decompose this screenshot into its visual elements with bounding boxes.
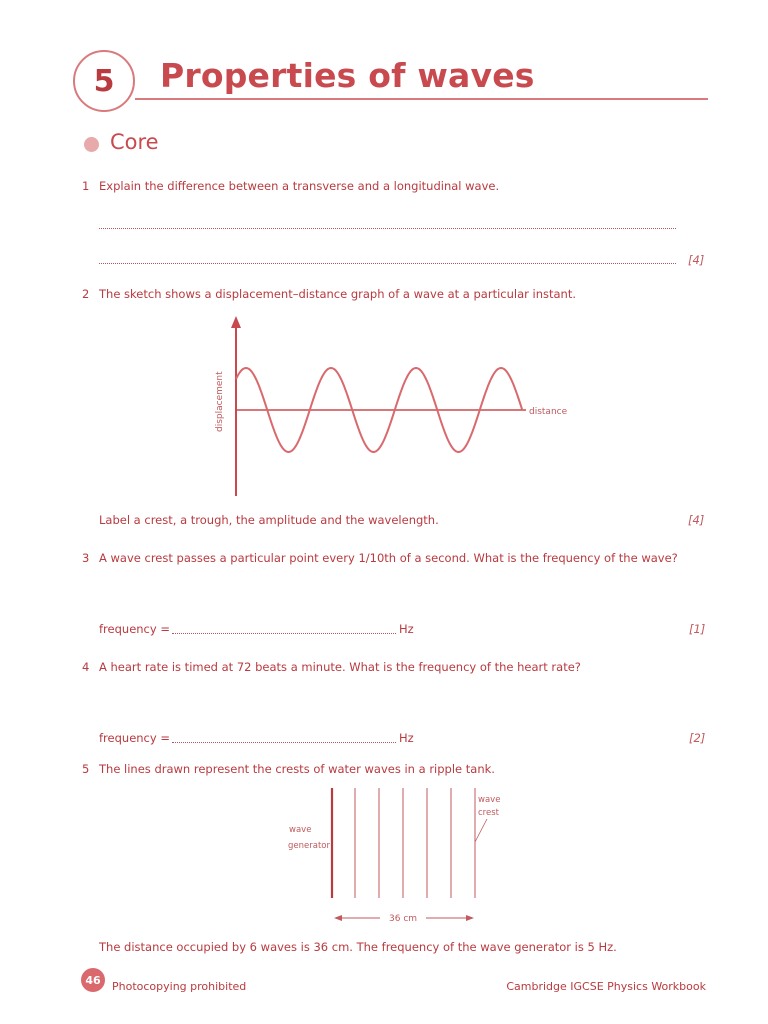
question-4-answer-unit: Hz: [399, 731, 414, 745]
crest-pointer-line: [475, 819, 487, 842]
answer-field[interactable]: [172, 742, 396, 743]
dimension-arrow-left-icon: [334, 915, 342, 921]
generator-label-line-2: generator: [288, 841, 330, 851]
dimension-arrow-right-icon: [466, 915, 474, 921]
question-5-followup: The distance occupied by 6 waves is 36 cm. The frequency of the wave generator is 5 Hz.: [99, 940, 617, 954]
question-4-marks: [2]: [689, 731, 706, 745]
displacement-distance-graph: [200, 312, 580, 502]
question-1-text: Explain the difference between a transverse and a longitudinal wave.: [99, 179, 500, 193]
section-bullet-icon: [84, 137, 99, 152]
crest-label-line-2: crest: [478, 808, 499, 818]
answer-field[interactable]: [172, 633, 396, 634]
chapter-number: 5: [73, 50, 135, 112]
crest-label-line-1: wave: [478, 795, 501, 805]
y-axis-arrow-icon: [231, 316, 241, 328]
question-2-followup: Label a crest, a trough, the amplitude and the wavelength.: [99, 513, 439, 527]
answer-line[interactable]: [99, 263, 676, 264]
question-3-number: 3: [82, 551, 90, 565]
question-2-marks: [4]: [688, 513, 705, 527]
question-3-text: A wave crest passes a particular point every 1/10th of a second. What is the frequency of the wave?: [99, 551, 678, 565]
question-4-text: A heart rate is timed at 72 beats a minute. What is the frequency of the heart rate?: [99, 660, 581, 674]
chapter-title: Properties of waves: [160, 56, 535, 95]
question-3-answer-unit: Hz: [399, 622, 414, 636]
footer-left-text: Photocopying prohibited: [112, 980, 247, 993]
ripple-tank-diagram: [280, 784, 520, 929]
x-axis-label: distance: [529, 407, 568, 417]
generator-label-line-1: wave: [289, 825, 312, 835]
question-1-marks: [4]: [688, 253, 705, 267]
question-5-text: The lines drawn represent the crests of water waves in a ripple tank.: [99, 762, 495, 776]
footer-right-text: Cambridge IGCSE Physics Workbook: [506, 980, 706, 993]
question-5-number: 5: [82, 762, 90, 776]
distance-label: 36 cm: [389, 914, 418, 924]
question-4-answer-prefix: frequency =: [99, 731, 170, 745]
question-3-marks: [1]: [689, 622, 706, 636]
question-2-text: The sketch shows a displacement–distance graph of a wave at a particular instant.: [99, 287, 577, 301]
question-1-number: 1: [82, 179, 90, 193]
question-3-answer-prefix: frequency =: [99, 622, 170, 636]
page-number: 46: [81, 968, 105, 992]
chapter-title-rule: [135, 98, 708, 100]
y-axis-label: displacement: [215, 371, 225, 432]
question-4-number: 4: [82, 660, 90, 674]
section-title: Core: [110, 130, 159, 154]
answer-line[interactable]: [99, 228, 676, 229]
question-2-number: 2: [82, 287, 90, 301]
